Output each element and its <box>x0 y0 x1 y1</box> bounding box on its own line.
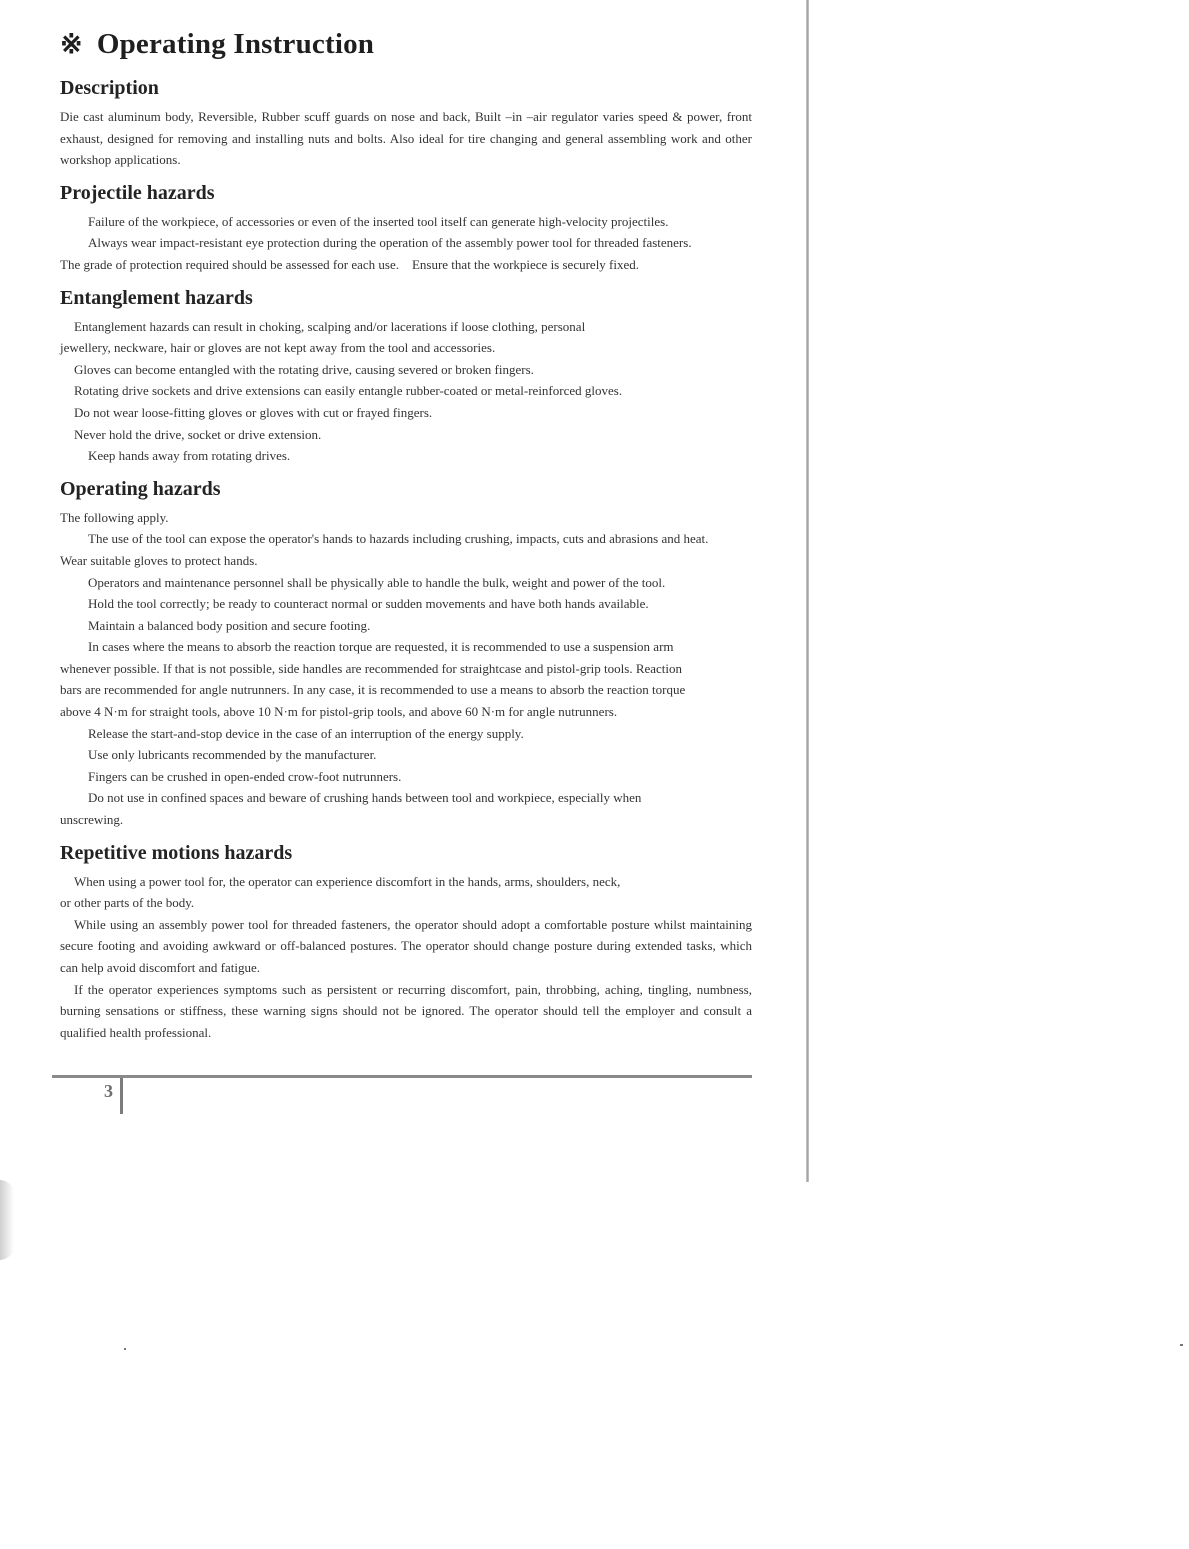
paragraph: Fingers can be crushed in open-ended crow-foot nutrunners. <box>88 768 402 784</box>
page-title-text: Operating Instruction <box>96 28 375 60</box>
paragraph: unscrewing. <box>60 812 124 828</box>
paragraph: The use of the tool can expose the operator's hands to hazards including crushing, impacts, cuts and abrasions and heat. <box>88 531 709 547</box>
section-heading: Operating hazards <box>60 477 221 500</box>
paragraph: Use only lubricants recommended by the manufacturer. <box>88 747 377 763</box>
paragraph: Never hold the drive, socket or drive extension. <box>74 426 322 442</box>
paragraph: The following apply. <box>60 509 169 525</box>
paragraph: above 4 N·m for straight tools, above 10 N·m for pistol-grip tools, and above 60 N·m for angle nutrunners. <box>60 704 618 720</box>
scan-shadow <box>0 1180 14 1260</box>
paragraph: whenever possible. If that is not possible, side handles are recommended for straightcase and pistol-grip tools. Reaction <box>60 660 683 676</box>
paragraph: Do not use in confined spaces and beware of crushing hands between tool and workpiece, especially when <box>88 790 642 806</box>
section-repetitive-motions-hazards <box>60 839 752 1044</box>
section-projectile-hazards <box>60 179 752 276</box>
paragraph: The grade of protection required should be assessed for each use. Ensure that the workpiece is securely fixed. <box>60 256 640 272</box>
paragraph: When using a power tool for, the operator can experience discomfort in the hands, arms, shoulders, neck, <box>74 873 621 889</box>
paragraph: Failure of the workpiece, of accessories or even of the inserted tool itself can generate high-velocity projectiles. <box>88 213 669 229</box>
paragraph: Do not wear loose-fitting gloves or gloves with cut or frayed fingers. <box>74 404 433 420</box>
paragraph: Rotating drive sockets and drive extensions can easily entangle rubber-coated or metal-reinforced gloves. <box>74 383 623 399</box>
page-edge-shadow <box>806 0 809 1182</box>
page-number-divider <box>120 1078 123 1114</box>
paragraph: If the operator experiences symptoms such as persistent or recurring discomfort, pain, throbbing, aching, tingling, numbness, burning sensations or stiffness, these warning signs should not be ignored. The operator should tell the employer and consult a qualified health professional. <box>60 981 752 1040</box>
paragraph: bars are recommended for angle nutrunners. In any case, it is recommended to use a means to absorb the reaction torque <box>60 682 686 698</box>
paragraph: Wear suitable gloves to protect hands. <box>60 552 258 568</box>
section-description <box>60 74 752 171</box>
scan-speck <box>124 1348 126 1350</box>
scan-speck <box>1180 1344 1183 1346</box>
section-heading: Entanglement hazards <box>60 286 253 309</box>
page-number: 3 <box>104 1081 113 1101</box>
paragraph: or other parts of the body. <box>60 895 195 911</box>
paragraph: jewellery, neckware, hair or gloves are not kept away from the tool and accessories. <box>60 340 496 356</box>
paragraph: Entanglement hazards can result in choking, scalping and/or lacerations if loose clothing, personal <box>74 318 586 334</box>
paragraph: Operators and maintenance personnel shall be physically able to handle the bulk, weight and power of the tool. <box>88 574 666 590</box>
footer-rule <box>52 1075 752 1078</box>
section-heading: Projectile hazards <box>60 181 215 204</box>
paragraph: Gloves can become entangled with the rotating drive, causing severed or broken fingers. <box>74 361 534 377</box>
paragraph: Keep hands away from rotating drives. <box>88 448 291 464</box>
page-title <box>60 22 752 66</box>
paragraph: Die cast aluminum body, Reversible, Rubber scuff guards on nose and back, Built –in –air regulator varies speed & power, front exhaust, designed for removing and installing nuts and bolts. Also ideal for tire changing and general assembling work and other workshop applications. <box>60 109 752 168</box>
paragraph: While using an assembly power tool for threaded fasteners, the operator should adopt a comfortable posture whilst maintaining secure footing and avoiding awkward or off-balanced postures. The operator should change posture during extended tasks, which can help avoid discomfort and fatigue. <box>60 916 752 975</box>
paragraph: Always wear impact-resistant eye protection during the operation of the assembly power tool for threaded fasteners. <box>88 235 692 251</box>
section-entanglement-hazards <box>60 284 752 467</box>
section-heading: Repetitive motions hazards <box>60 841 293 864</box>
section-operating-hazards <box>60 475 752 831</box>
document-body <box>60 22 752 1043</box>
paragraph: Maintain a balanced body position and secure footing. <box>88 617 371 633</box>
paragraph: Release the start-and-stop device in the case of an interruption of the energy supply. <box>88 725 524 741</box>
reference-mark-icon: ※ <box>60 29 83 59</box>
section-heading: Description <box>60 77 159 99</box>
paragraph: Hold the tool correctly; be ready to counteract normal or sudden movements and have both hands available. <box>88 596 649 612</box>
paragraph: In cases where the means to absorb the reaction torque are requested, it is recommended to use a suspension arm <box>88 639 674 655</box>
